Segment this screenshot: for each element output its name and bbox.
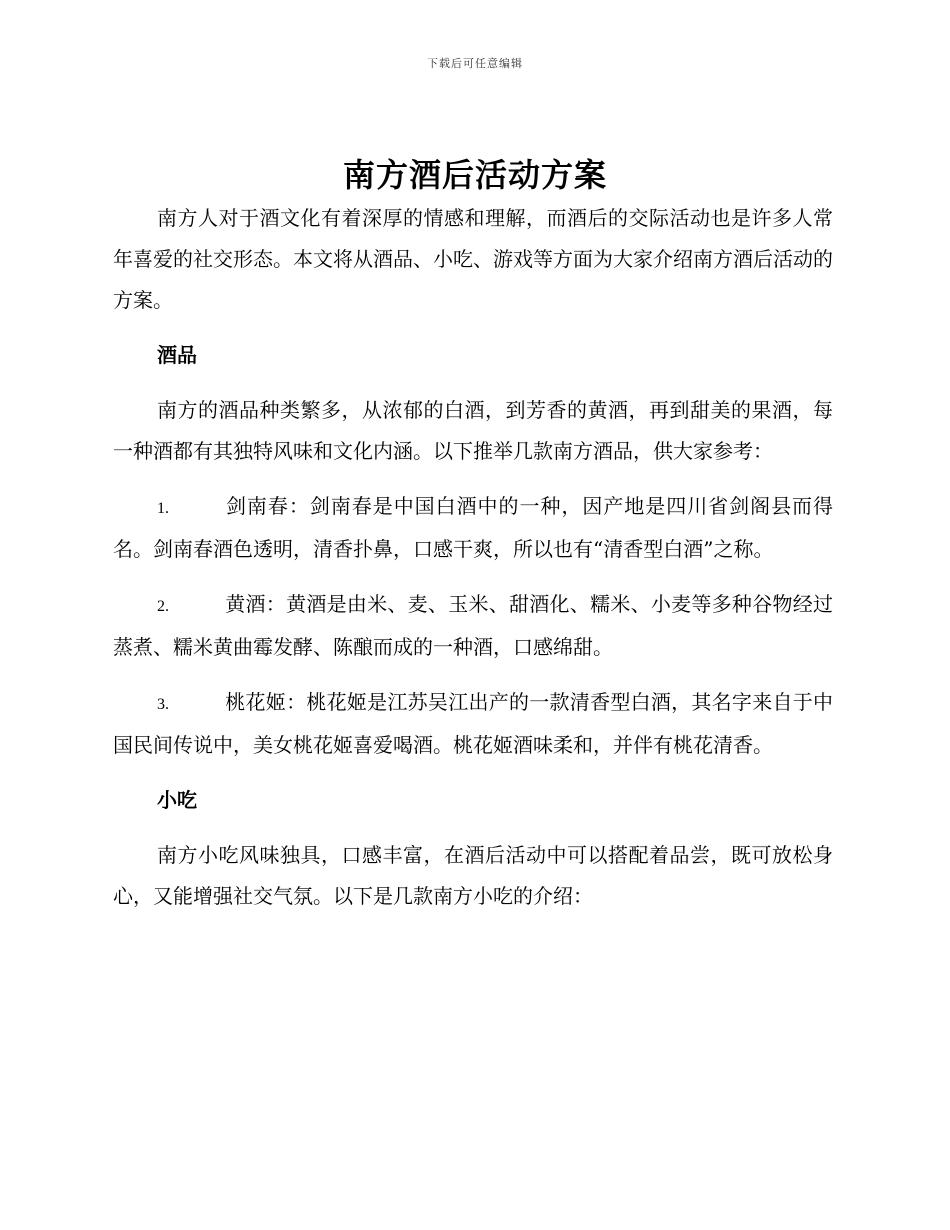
list-item — [113, 682, 833, 766]
page-header-note: 下载后可任意编辑 — [427, 57, 523, 70]
document-title: 南方酒后活动方案 — [342, 156, 607, 194]
list-item-number: 1. — [157, 500, 169, 517]
drinks-intro-paragraph: 南方的酒品种类繁多，从浓郁的白酒，到芳香的黄酒，再到甜美的果酒，每一种酒都有其独特风味和文化内涵。以下推举几款南方酒品，供大家参考： — [113, 398, 833, 463]
section-heading-snacks: 小吃 — [157, 788, 197, 812]
list-item-number: 3. — [157, 696, 169, 713]
list-item-text: 黄酒：黄酒是由米、麦、玉米、甜酒化、糯米、小麦等多种谷物经过蒸煮、糯米黄曲霉发酵、陈酿而成的一种酒，口感绵甜。 — [113, 592, 833, 659]
list-item — [113, 584, 833, 668]
document-body — [113, 198, 833, 917]
snacks-intro-paragraph: 南方小吃风味独具，口感丰富，在酒后活动中可以搭配着品尝，既可放松身心，又能增强社交气氛。以下是几款南方小吃的介绍： — [113, 843, 833, 908]
list-item — [113, 486, 833, 570]
list-item-text: 剑南春：剑南春是中国白酒中的一种，因产地是四川省剑阁县而得名。剑南春酒色透明，清香扑鼻，口感干爽，所以也有“清香型白酒”之称。 — [113, 494, 833, 561]
list-item-text: 桃花姬：桃花姬是江苏吴江出产的一款清香型白酒，其名字来自于中国民间传说中，美女桃花姬喜爱喝酒。桃花姬酒味柔和，并伴有桃花清香。 — [113, 690, 833, 757]
section-heading-drinks: 酒品 — [157, 343, 197, 367]
intro-paragraph: 南方人对于酒文化有着深厚的情感和理解，而酒后的交际活动也是许多人常年喜爱的社交形态。本文将从酒品、小吃、游戏等方面为大家介绍南方酒后活动的方案。 — [113, 206, 833, 312]
list-item-number: 2. — [157, 598, 169, 615]
